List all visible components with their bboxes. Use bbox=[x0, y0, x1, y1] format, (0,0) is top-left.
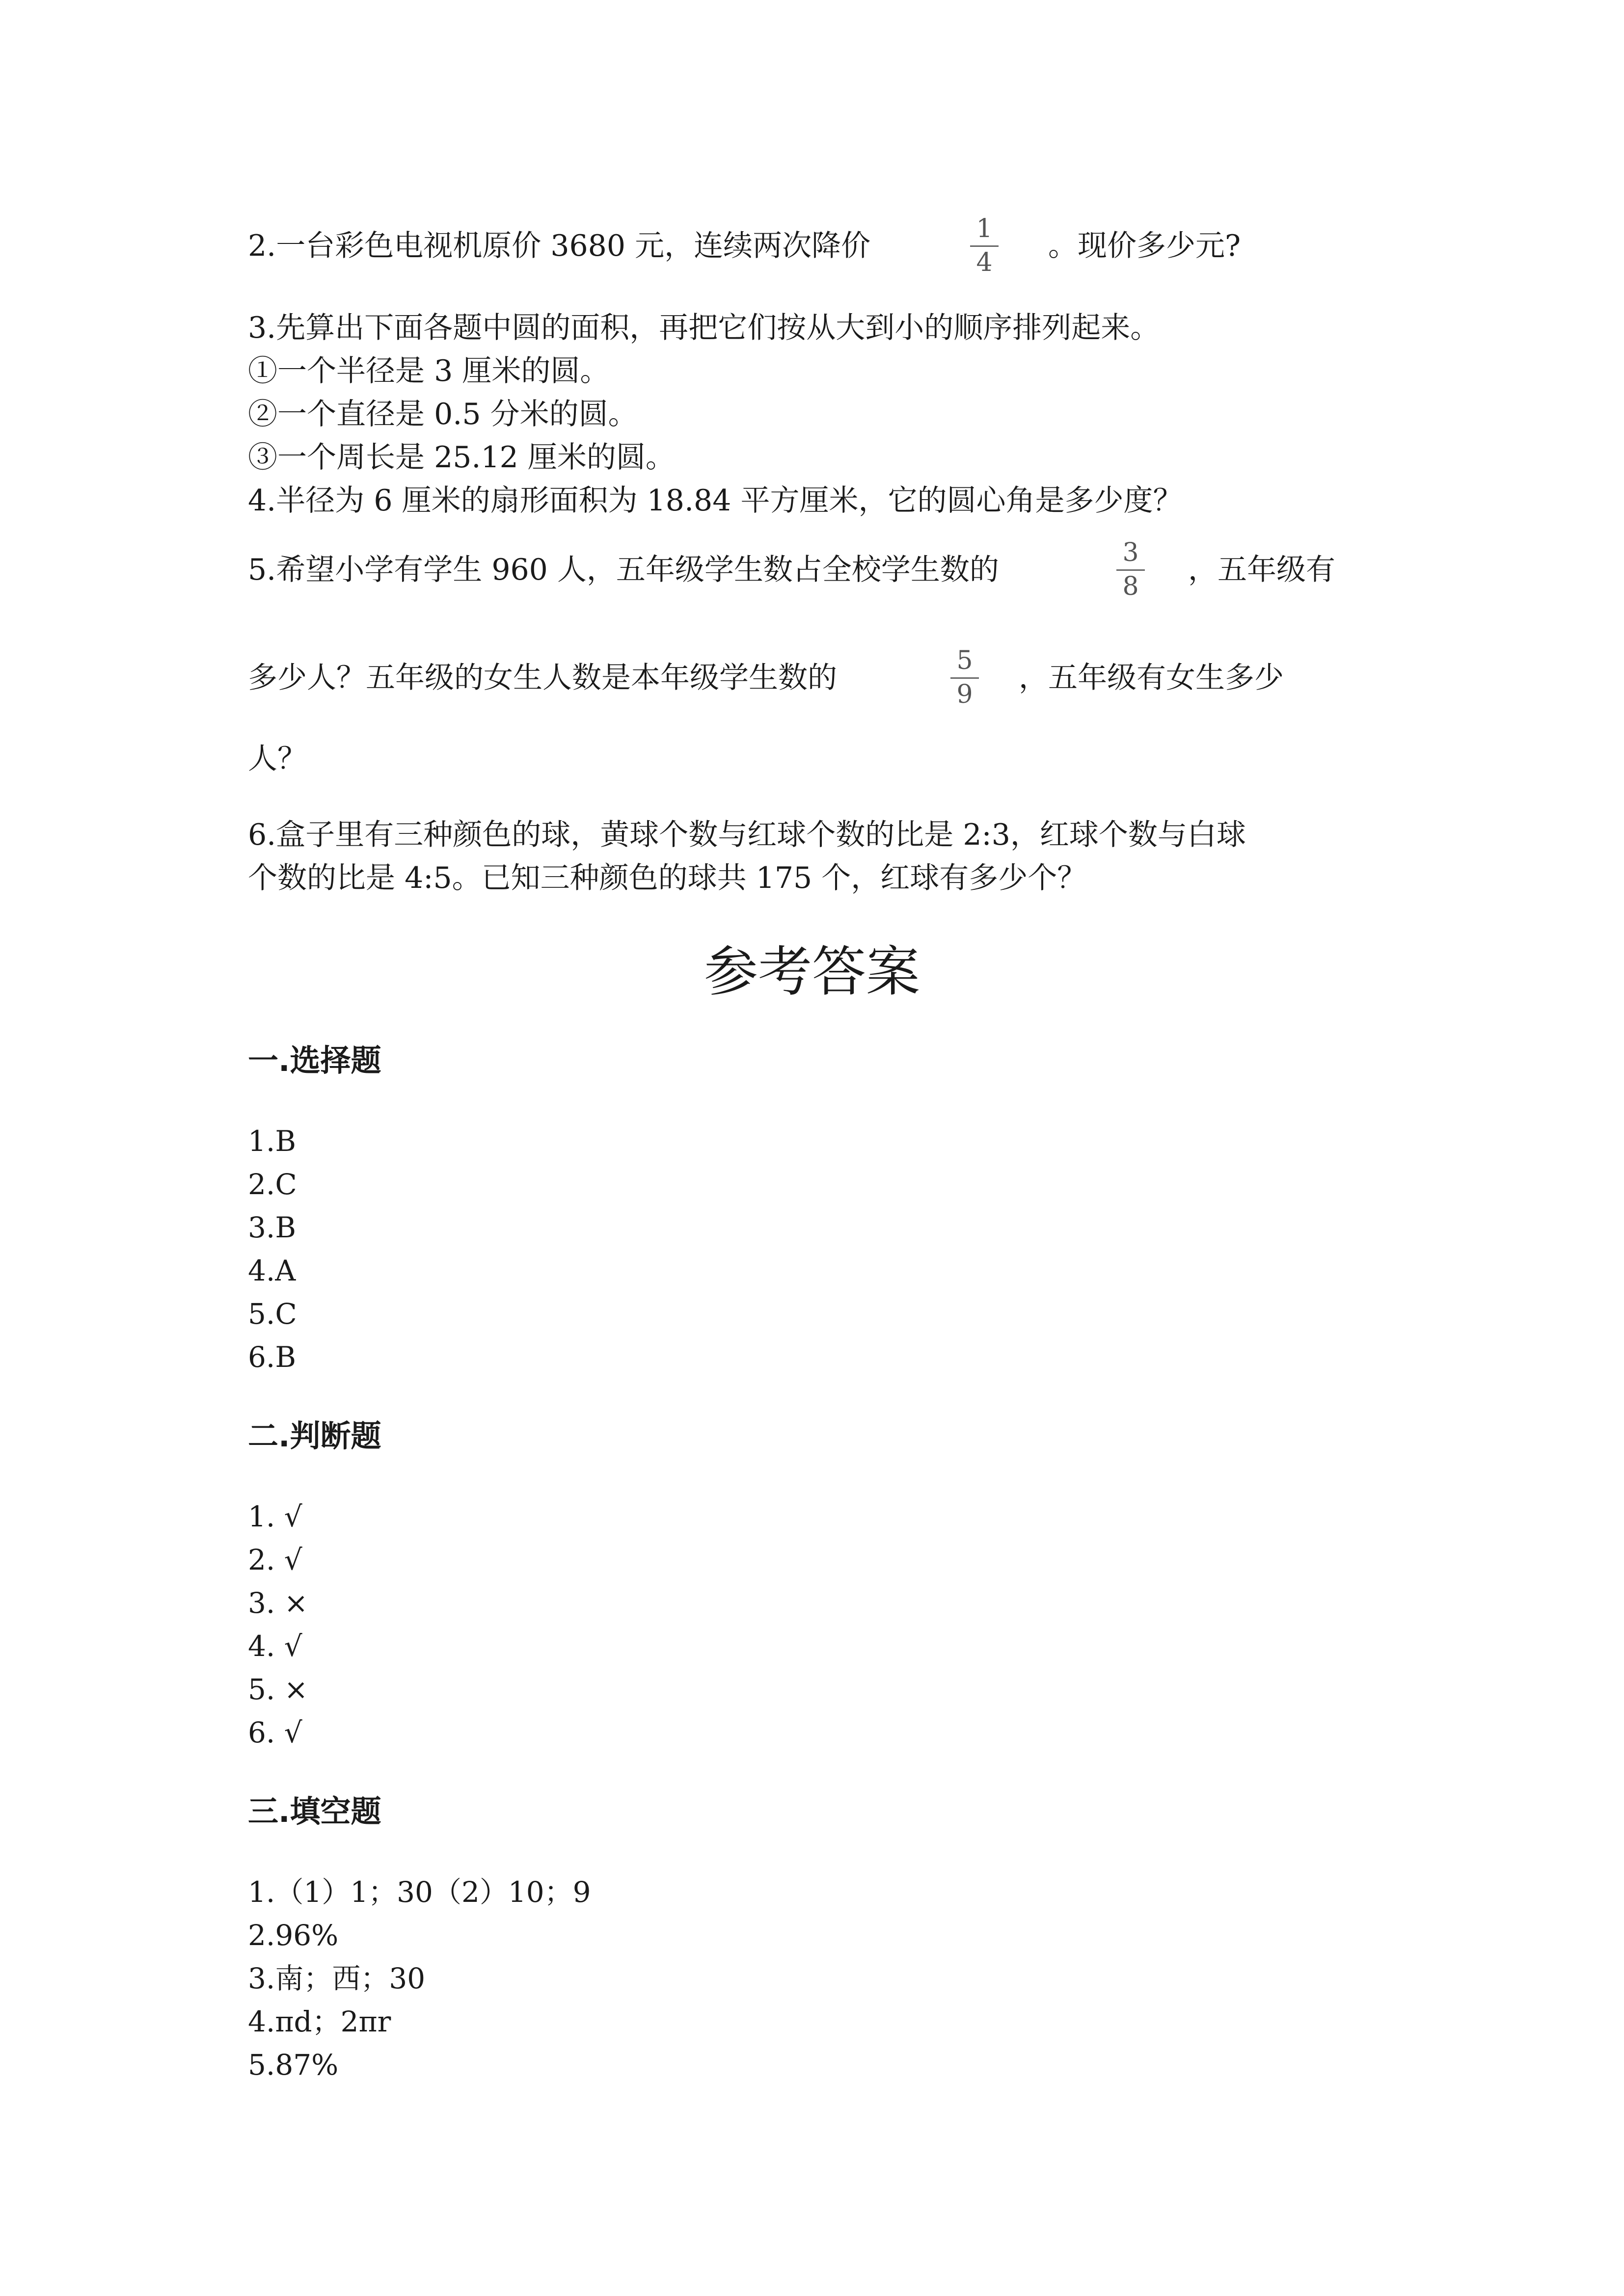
fraction-1-4 bbox=[967, 216, 1001, 278]
question-5-line-3: 人？ bbox=[248, 742, 307, 776]
question-3-item-3: ③一个周长是 25.12 厘米的圆。 bbox=[248, 440, 675, 475]
question-2-tail-text: 。现价多少元? bbox=[1048, 229, 1241, 263]
answer-item: 1.B bbox=[248, 1124, 296, 1158]
answer-item: 4. √ bbox=[248, 1629, 302, 1663]
question-5-line-2-tail: ，五年级有女生多少 bbox=[1019, 661, 1284, 695]
fraction-numerator: 3 bbox=[1122, 538, 1139, 567]
answer-item: 6. √ bbox=[248, 1716, 302, 1749]
question-2 bbox=[248, 228, 870, 264]
answer-item: 5. × bbox=[248, 1673, 308, 1706]
question-3-title: 3.先算出下面各题中圆的面积，再把它们按从大到小的顺序排列起来。 bbox=[248, 311, 1160, 345]
question-3-item-1: ①一个半径是 3 厘米的圆。 bbox=[248, 354, 610, 388]
answer-item: 4.A bbox=[248, 1254, 296, 1287]
answer-item: 1. √ bbox=[248, 1500, 302, 1533]
section-heading-fill-blank: 三.填空题 bbox=[248, 1793, 381, 1829]
answer-item: 5.87% bbox=[248, 2048, 339, 2082]
fraction-5-9 bbox=[947, 648, 982, 710]
question-5-line-1: 5.希望小学有学生 960 人，五年级学生数占全校学生数的 bbox=[248, 553, 999, 587]
fraction-numerator: 1 bbox=[976, 214, 993, 243]
question-5-line-2: 多少人？五年级的女生人数是本年级学生数的 bbox=[248, 661, 837, 695]
fraction-denominator: 4 bbox=[976, 248, 993, 277]
fraction-bar bbox=[970, 245, 999, 247]
fraction-bar bbox=[1116, 569, 1145, 571]
question-5-line-1-tail: ，五年级有 bbox=[1188, 553, 1335, 587]
answer-item: 1.（1）1；30（2）10；9 bbox=[248, 1875, 591, 1909]
question-2-tail bbox=[1048, 228, 1241, 264]
answer-item: 2.96% bbox=[248, 1919, 339, 1952]
answer-item: 5.C bbox=[248, 1297, 297, 1331]
answer-item: 3.南；西；30 bbox=[248, 1962, 426, 1995]
answer-item: 2. √ bbox=[248, 1543, 302, 1576]
question-2-text: 2.一台彩色电视机原价 3680 元，连续两次降价 bbox=[248, 229, 871, 263]
section-heading-judgement: 二.判断题 bbox=[248, 1418, 381, 1454]
section-heading-choice: 一.选择题 bbox=[248, 1042, 381, 1078]
fraction-denominator: 8 bbox=[1122, 572, 1139, 601]
answer-item: 3.B bbox=[248, 1211, 296, 1244]
answers-title: 参考答案 bbox=[704, 940, 920, 1003]
answer-item: 6.B bbox=[248, 1340, 296, 1374]
question-6-line-2: 个数的比是 4:5。已知三种颜色的球共 175 个，红球有多少个？ bbox=[248, 861, 1087, 895]
fraction-numerator: 5 bbox=[956, 646, 973, 675]
answer-item: 2.C bbox=[248, 1168, 297, 1201]
answer-item: 3. × bbox=[248, 1586, 308, 1620]
question-4: 4.半径为 6 厘米的扇形面积为 18.84 平方厘米，它的圆心角是多少度？ bbox=[248, 483, 1183, 518]
fraction-denominator: 9 bbox=[956, 680, 973, 709]
answer-item: 4.πd；2πr bbox=[248, 2005, 391, 2038]
question-6-line-1: 6.盒子里有三种颜色的球，黄球个数与红球个数的比是 2:3，红球个数与白球 bbox=[248, 818, 1246, 852]
fraction-3-8 bbox=[1113, 540, 1148, 602]
fraction-bar bbox=[950, 677, 979, 679]
question-3-item-2: ②一个直径是 0.5 分米的圆。 bbox=[248, 397, 638, 431]
